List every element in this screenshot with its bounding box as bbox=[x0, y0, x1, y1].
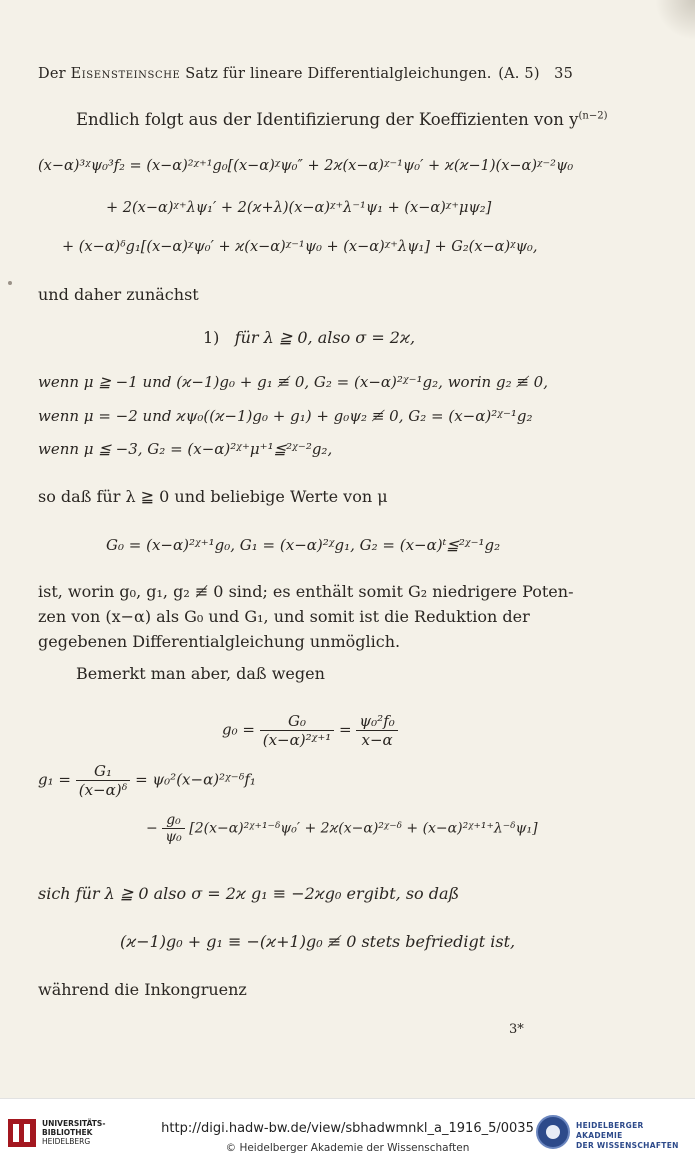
academy-line-1: HEIDELBERGER AKADEMIE bbox=[576, 1121, 644, 1140]
equation-2: G₀ = (x−α)²ᵡ⁺¹g₀, G₁ = (x−α)²ᵡg₁, G₂ = (x−α)ᵗ≦²ᵡ⁻¹g₂ bbox=[106, 536, 501, 554]
eq4-denominator: (x−α)ᵟ bbox=[78, 781, 128, 799]
eq3-lhs: g₀ = bbox=[222, 720, 255, 739]
intro-text: Endlich folgt aus der Identifizierung der Koeffizienten von y bbox=[76, 110, 579, 129]
equation-6: (ϰ−1)g₀ + g₁ ≡ −(ϰ+1)g₀ ≢ 0 stets befriedigt ist, bbox=[120, 932, 516, 951]
eq5-rhs: [2(x−α)²ᵡ⁺¹⁻ᵟψ₀′ + 2ϰ(x−α)²ᵡ⁻ᵟ + (x−α)²ᵡ⁺¹⁺λ⁻ᵟψ₁] bbox=[189, 820, 538, 837]
copyright-notice: © Heidelberger Akademie der Wissenschaften bbox=[225, 1142, 470, 1154]
intro-superscript: (n−2) bbox=[578, 110, 608, 122]
equation-1a: (x−α)³ᵡψ₀³f₂ = (x−α)²ᵡ⁺¹g₀[(x−α)ᵡψ₀″ + 2ϰ(x−α)ᵡ⁻¹ψ₀′ + ϰ(ϰ−1)(x−α)ᵡ⁻²ψ₀ bbox=[38, 158, 574, 174]
margin-speck bbox=[8, 281, 12, 285]
inkongruenz-line: während die Inkongruenz bbox=[38, 980, 247, 999]
bemerkt-line: Bemerkt man aber, daß wegen bbox=[76, 664, 325, 683]
running-head bbox=[38, 66, 573, 82]
academy-seal-icon bbox=[536, 1115, 570, 1149]
case-label: 1) bbox=[203, 328, 220, 347]
eq4-numerator: G₁ bbox=[76, 762, 131, 781]
running-head-name: Eisensteinsche bbox=[70, 66, 181, 82]
intro-line bbox=[76, 110, 607, 129]
academy-logo[interactable] bbox=[536, 1115, 691, 1151]
eq5-fraction bbox=[162, 812, 185, 845]
academy-logo-text bbox=[576, 1121, 691, 1151]
eq3-equals: = bbox=[339, 720, 352, 739]
condition-2: wenn μ = −2 und ϰψ₀((ϰ−1)g₀ + g₁) + g₀ψ₂ ≢ 0, G₂ = (x−α)²ᵡ⁻¹g₂ bbox=[38, 407, 533, 425]
permalink-url[interactable]: http://digi.hadw-bw.de/view/sbhadwmnkl_a_1916_5/0035 bbox=[161, 1121, 534, 1136]
eq5-minus: − bbox=[146, 820, 158, 837]
signature-mark: 3* bbox=[509, 1022, 524, 1037]
case-line bbox=[203, 328, 415, 347]
daher-line: und daher zunächst bbox=[38, 285, 199, 304]
paragraph-line-3: gegebenen Differentialgleichung unmöglich. bbox=[38, 632, 401, 651]
library-line-3: HEIDELBERG bbox=[42, 1137, 91, 1146]
eq5-numerator: g₀ bbox=[162, 812, 185, 829]
page-corner-shadow bbox=[655, 0, 695, 40]
condition-1: wenn μ ≧ −1 und (ϰ−1)g₀ + g₁ ≢ 0, G₂ = (x−α)²ᵡ⁻¹g₂, worin g₂ ≢ 0, bbox=[38, 373, 548, 391]
library-line-1: UNIVERSITÄTS- bbox=[42, 1119, 106, 1128]
equation-5 bbox=[146, 812, 538, 845]
eq4-rhs: = ψ₀²(x−α)²ᵡ⁻ᵟf₁ bbox=[135, 770, 256, 789]
eq3-fraction-1 bbox=[260, 712, 335, 749]
section-ref: (A. 5) bbox=[498, 66, 540, 82]
eq3-fraction-2 bbox=[356, 712, 397, 749]
viewer-footer bbox=[0, 1098, 695, 1159]
equation-4 bbox=[38, 762, 256, 799]
equation-1b: + 2(x−α)ᵡ⁺λψ₁′ + 2(ϰ+λ)(x−α)ᵡ⁺λ⁻¹ψ₁ + (x−α)ᵡ⁺μψ₂] bbox=[106, 200, 492, 216]
running-head-right bbox=[498, 66, 573, 82]
equation-1c: + (x−α)ᵟg₁[(x−α)ᵡψ₀′ + ϰ(x−α)ᵡ⁻¹ψ₀ + (x−α)ᵡ⁺λψ₁] + G₂(x−α)ᵡψ₀, bbox=[62, 239, 538, 255]
eq3-denominator-1: (x−α)²ᵡ⁺¹ bbox=[262, 731, 332, 749]
equation-3 bbox=[222, 712, 398, 749]
eq3-numerator-1: G₀ bbox=[260, 712, 335, 731]
paragraph-line-1: ist, worin g₀, g₁, g₂ ≢ 0 sind; es enthält somit G₂ niedrigere Poten- bbox=[38, 582, 574, 601]
condition-3: wenn μ ≦ −3, G₂ = (x−α)²ᵡ⁺μ⁺¹≦²ᵡ⁻²g₂, bbox=[38, 440, 333, 458]
running-head-pre: Der bbox=[38, 66, 71, 82]
eq3-denominator-2: x−α bbox=[361, 731, 393, 749]
page-number: 35 bbox=[554, 66, 573, 82]
eq4-fraction bbox=[76, 762, 131, 799]
eq5-denominator: ψ₀ bbox=[165, 829, 182, 845]
eq3-numerator-2: ψ₀²f₀ bbox=[356, 712, 397, 731]
eq4-lhs: g₁ = bbox=[38, 770, 71, 789]
library-line-2: BIBLIOTHEK bbox=[42, 1128, 93, 1137]
case-text: für λ ≧ 0, also σ = 2ϰ, bbox=[234, 328, 416, 347]
so-dass-line: so daß für λ ≧ 0 und beliebige Werte von μ bbox=[38, 487, 388, 506]
academy-line-2: DER WISSENSCHAFTEN bbox=[576, 1141, 679, 1150]
ergibt-line: sich für λ ≧ 0 also σ = 2ϰ g₁ ≡ −2ϰg₀ ergibt, so daß bbox=[38, 884, 460, 903]
running-head-post: Satz für lineare Differentialgleichungen. bbox=[180, 66, 492, 82]
paragraph-line-2: zen von (x−α) als G₀ und G₁, und somit ist die Reduktion der bbox=[38, 607, 530, 626]
